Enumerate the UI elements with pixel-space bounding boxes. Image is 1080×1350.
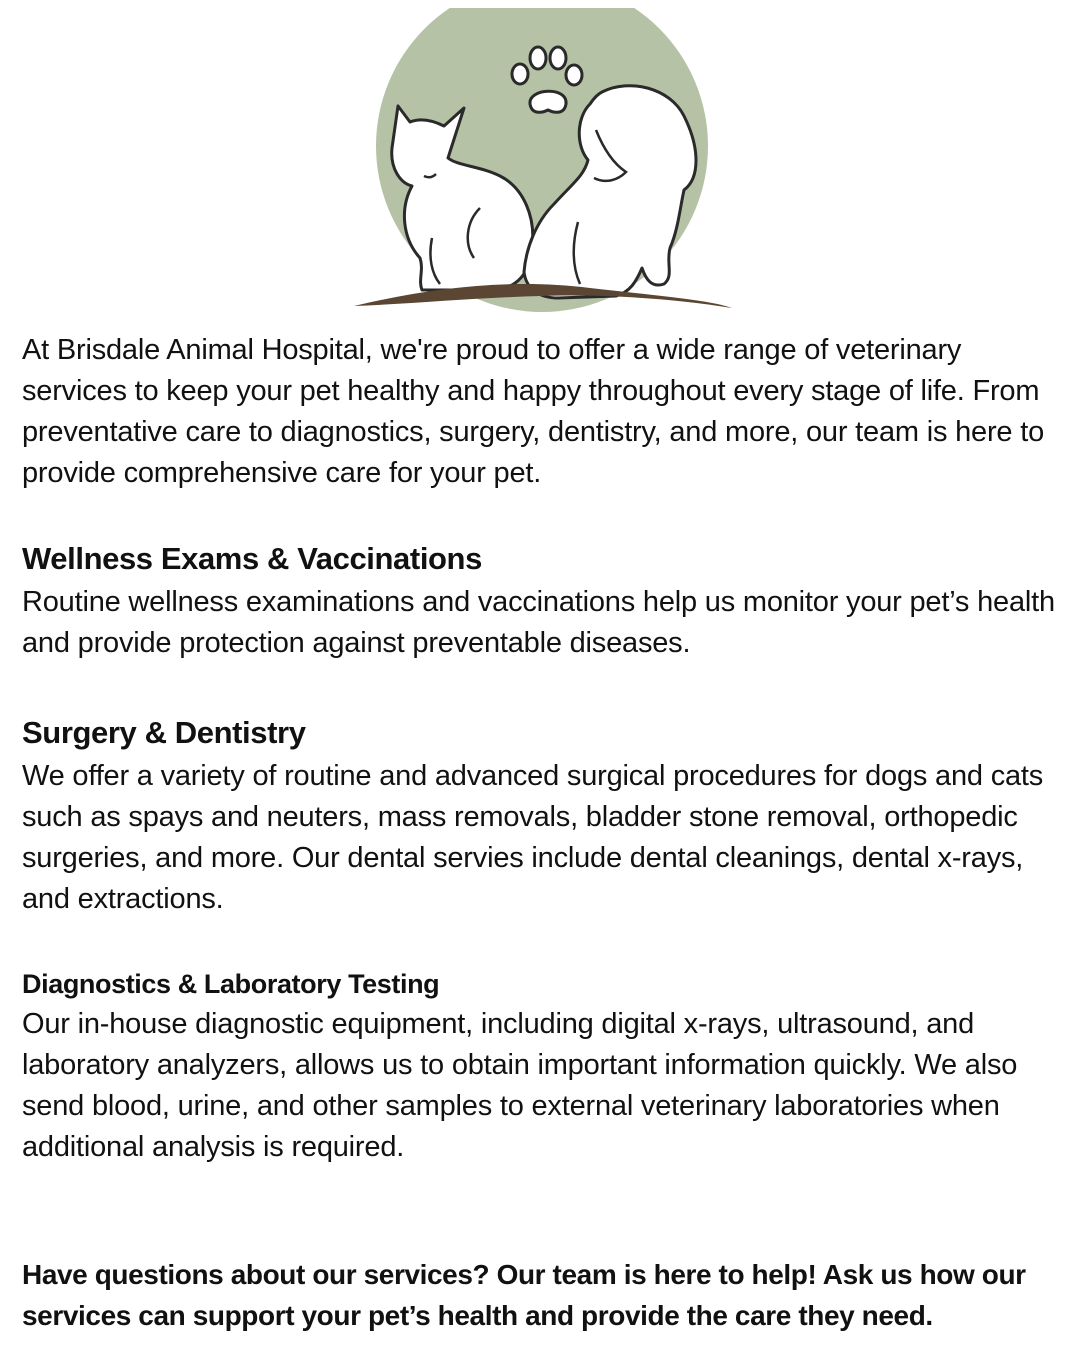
- hospital-logo: [340, 8, 740, 318]
- section-title-diagnostics: Diagnostics & Laboratory Testing: [22, 969, 440, 999]
- section-body-wellness: Routine wellness examinations and vaccinations help us monitor your pet’s health and provide protection against preventable diseases.: [22, 586, 1055, 659]
- section-diagnostics: [22, 964, 1062, 1168]
- intro-paragraph: At Brisdale Animal Hospital, we're proud to offer a wide range of veterinary services to keep your pet healthy and happy throughout every stage of life. From preventative care to diagnostics, surgery, dentistry, and more, our team is here to provide comprehensive care for your pet.: [22, 334, 1044, 489]
- section-surgery: [22, 710, 1062, 920]
- section-wellness: [22, 536, 1062, 664]
- section-title-surgery: Surgery & Dentistry: [22, 715, 306, 750]
- cat-dog-paw-logo-icon: [340, 8, 740, 318]
- services-content: [22, 330, 1062, 1336]
- section-body-diagnostics: Our in-house diagnostic equipment, including digital x-rays, ultrasound, and laboratory analyzers, allows us to obtain important information quickly. We also send blood, urine, and other samples to external veterinary laboratories when additional analysis is required.: [22, 1008, 1018, 1163]
- section-title-wellness: Wellness Exams & Vaccinations: [22, 541, 482, 576]
- call-to-action: Have questions about our services? Our team is here to help! Ask us how our services can support your pet’s health and provide the care they need.: [22, 1259, 1026, 1331]
- section-body-surgery: We offer a variety of routine and advanced surgical procedures for dogs and cats such as spays and neuters, mass removals, bladder stone removal, orthopedic surgeries, and more. Our dental servies include dental cleanings, dental x-rays, and extractions.: [22, 760, 1044, 915]
